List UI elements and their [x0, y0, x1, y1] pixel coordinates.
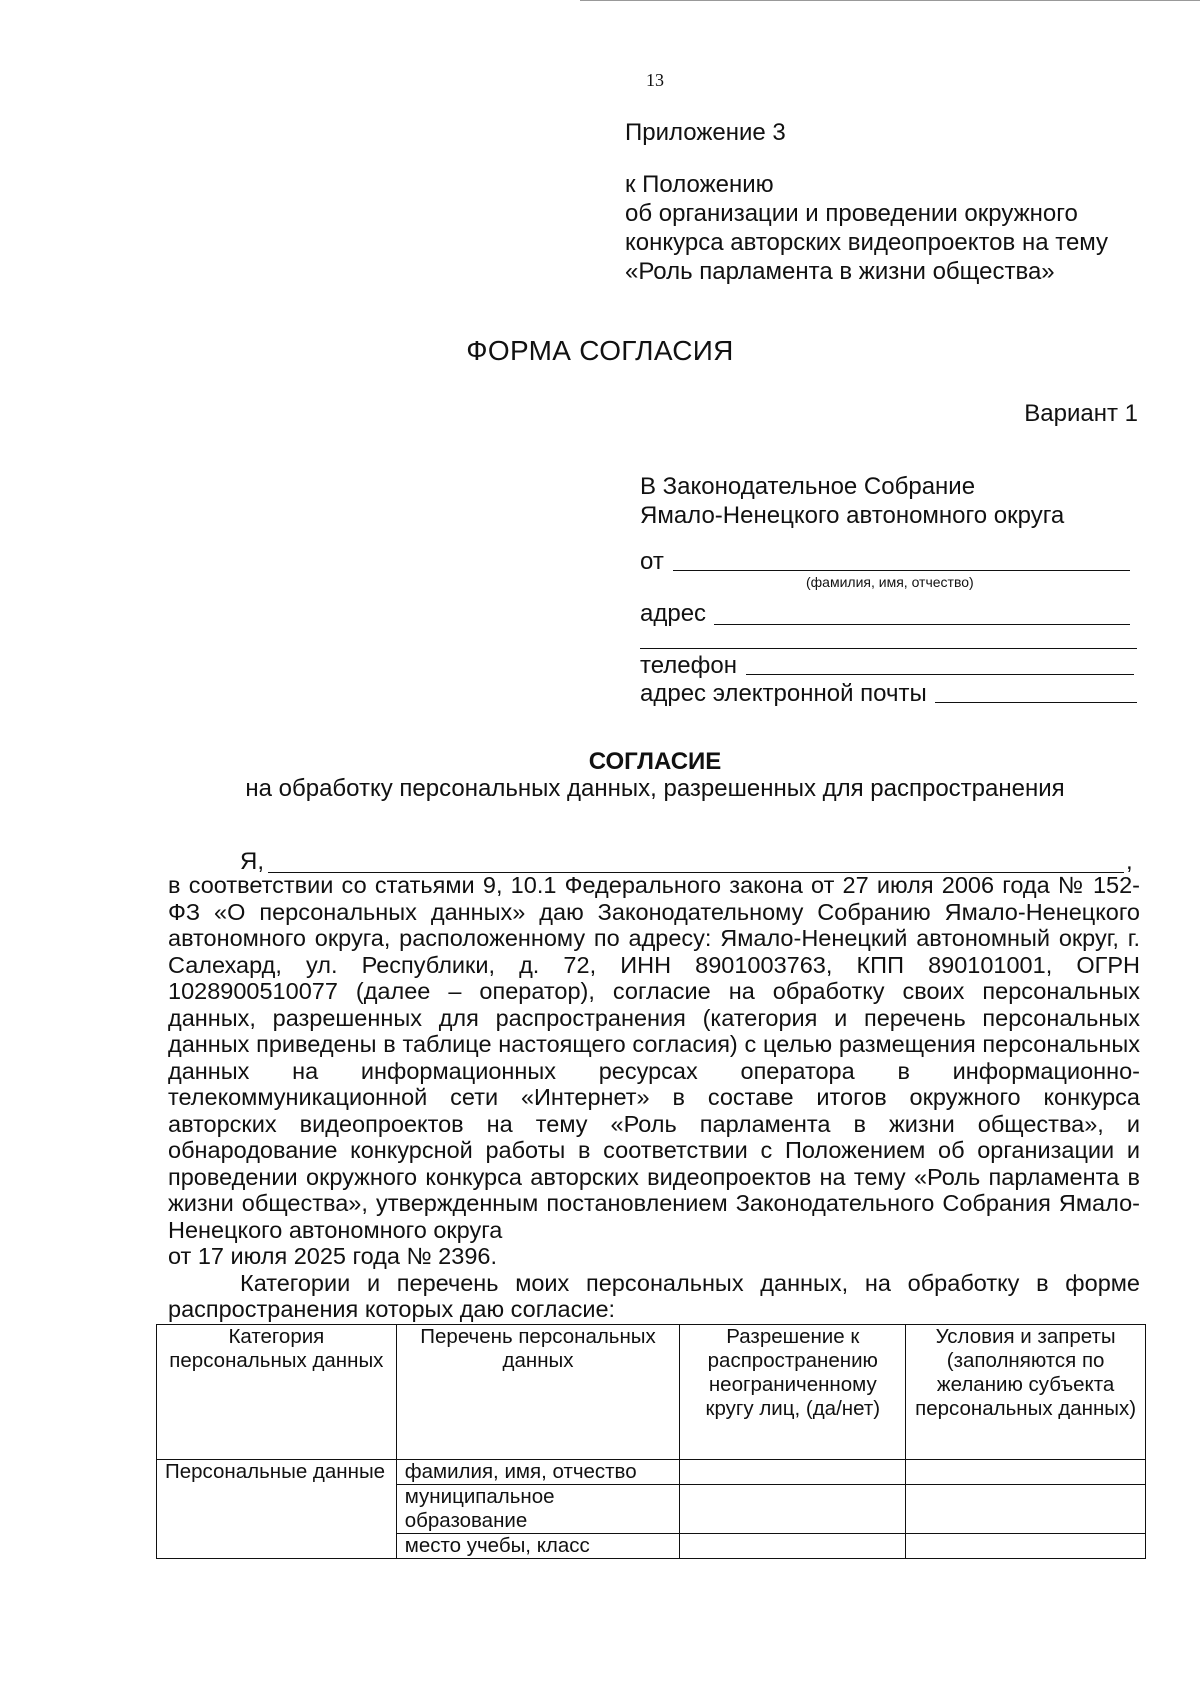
appendix-line: «Роль парламента в жизни общества»: [625, 258, 1055, 285]
phone-field-line[interactable]: [746, 674, 1134, 675]
phone-label: телефон: [640, 652, 737, 679]
header-conditions: Условия и запреты (заполняются по желанию субъекта персональных данных): [906, 1325, 1146, 1460]
conditions-cell[interactable]: [906, 1485, 1146, 1534]
address-label: адрес: [640, 600, 707, 627]
item-cell: муниципальное образование: [396, 1485, 680, 1534]
table-header-row: [157, 1325, 1146, 1460]
conditions-cell[interactable]: [906, 1534, 1146, 1559]
appendix-line: к Положению: [625, 171, 774, 198]
appendix-line: конкурса авторских видеопроектов на тему: [625, 229, 1109, 256]
form-title: ФОРМА СОГЛАСИЯ: [466, 335, 734, 366]
item-cell: место учебы, класс: [396, 1534, 680, 1559]
header-category: Категория персональных данных: [157, 1325, 397, 1460]
email-label: адрес электронной почты: [640, 680, 927, 707]
address-field-line[interactable]: [714, 624, 1130, 625]
personal-data-table: [156, 1324, 1146, 1559]
item-cell: фамилия, имя, отчество: [396, 1460, 680, 1485]
addressee-line-2: Ямало-Ненецкого автономного округа: [640, 502, 1065, 529]
consent-paragraph-1: в соответствии со статьями 9, 10.1 Федерального закона от 27 июля 2006 года № 152-ФЗ «О персональных данных» даю Законодательному Собранию Ямало-Ненецкого автономного округа, расположенному по адресу: Ямало-Ненецкий автономный округ, г. Салехард, ул. Республики, д. 72, ИНН 8901003763, КПП 890101001, ОГРН 1028900510077 (далее – оператор), согласие на обработку своих персональных данных, разрешенных для распространения (категория и перечень персональных данных приведены в таблице настоящего согласия) с целью размещения персональных данных на информационных ресурсах оператора в информационно-телекоммуникационной сети «Интернет» в составе итогов окружного конкурса авторских видеопроектов на тему «Роль парламента в жизни общества», и обнародование конкурсной работы в соответствии с Положением об организации и проведении окружного конкурса авторских видеопроектов на тему «Роль парламента в жизни общества», утвержденным постановлением Законодательного Собрания Ямало-Ненецкого автономного округа: [168, 872, 1140, 1243]
header-permission: Разрешение к распространению неограниченному кругу лиц, (да/нет): [680, 1325, 906, 1460]
permission-cell[interactable]: [680, 1460, 906, 1485]
from-label: от: [640, 548, 664, 575]
consent-body: [168, 872, 1140, 1323]
consent-paragraph-1-end: от 17 июля 2025 года № 2396.: [168, 1243, 497, 1269]
scan-edge-line: [580, 0, 1200, 1]
table-row: [157, 1460, 1146, 1485]
consent-subtitle: на обработку персональных данных, разрешенных для распространения: [245, 775, 1065, 802]
conditions-cell[interactable]: [906, 1460, 1146, 1485]
name-field-comma: ,: [1126, 848, 1133, 875]
consent-paragraph-2: Категории и перечень моих персональных данных, на обработку в форме распространения которых даю согласие:: [168, 1269, 1140, 1322]
consent-title: СОГЛАСИЕ: [588, 748, 722, 775]
from-caption: (фамилия, имя, отчество): [806, 574, 974, 590]
appendix-title: Приложение 3: [625, 119, 786, 146]
addressee-line-1: В Законодательное Собрание: [640, 473, 976, 500]
addressee-block: [640, 472, 1064, 530]
permission-cell[interactable]: [680, 1485, 906, 1534]
header-list: Перечень персональных данных: [396, 1325, 680, 1460]
permission-cell[interactable]: [680, 1534, 906, 1559]
email-field-line[interactable]: [935, 702, 1137, 703]
address-field-line-2[interactable]: [640, 648, 1137, 649]
page-number: 13: [646, 70, 664, 90]
appendix-line: об организации и проведении окружного: [625, 200, 1078, 227]
ya-label: Я,: [240, 848, 264, 875]
variant-label: Вариант 1: [1024, 400, 1138, 427]
appendix-reference: [625, 170, 1108, 286]
from-field-line[interactable]: [673, 570, 1130, 571]
category-cell: Персональные данные: [157, 1460, 397, 1559]
